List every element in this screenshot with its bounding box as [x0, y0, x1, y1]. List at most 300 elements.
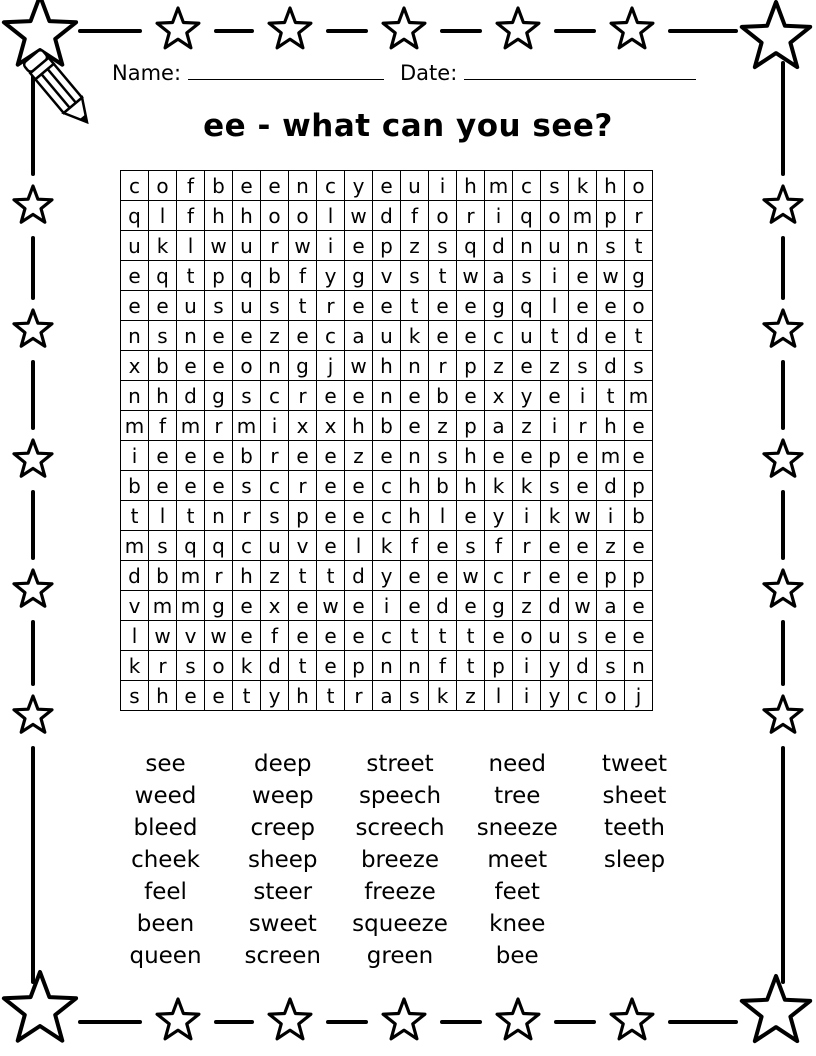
grid-cell[interactable]: l	[149, 201, 177, 231]
grid-cell[interactable]: m	[177, 591, 205, 621]
grid-cell[interactable]: k	[485, 471, 513, 501]
grid-cell[interactable]: i	[261, 411, 289, 441]
grid-cell[interactable]: e	[121, 261, 149, 291]
grid-cell[interactable]: r	[429, 351, 457, 381]
grid-cell[interactable]: t	[541, 321, 569, 351]
grid-cell[interactable]: s	[261, 501, 289, 531]
grid-cell[interactable]: f	[401, 201, 429, 231]
grid-cell[interactable]: s	[401, 681, 429, 711]
grid-cell[interactable]: s	[569, 621, 597, 651]
grid-cell[interactable]: e	[625, 591, 653, 621]
grid-cell[interactable]: a	[597, 591, 625, 621]
grid-cell[interactable]: e	[205, 351, 233, 381]
grid-cell[interactable]: g	[625, 261, 653, 291]
grid-cell[interactable]: z	[457, 681, 485, 711]
grid-cell[interactable]: r	[233, 501, 261, 531]
grid-cell[interactable]: e	[569, 291, 597, 321]
grid-cell[interactable]: s	[401, 261, 429, 291]
grid-cell[interactable]: t	[429, 621, 457, 651]
grid-cell[interactable]: w	[597, 261, 625, 291]
grid-cell[interactable]: e	[429, 291, 457, 321]
grid-cell[interactable]: e	[597, 291, 625, 321]
grid-cell[interactable]: i	[429, 171, 457, 201]
grid-cell[interactable]: e	[177, 351, 205, 381]
grid-cell[interactable]: l	[541, 291, 569, 321]
grid-cell[interactable]: h	[289, 681, 317, 711]
grid-cell[interactable]: w	[205, 621, 233, 651]
grid-cell[interactable]: e	[317, 441, 345, 471]
grid-cell[interactable]: g	[485, 591, 513, 621]
grid-cell[interactable]: r	[345, 681, 373, 711]
grid-cell[interactable]: p	[541, 441, 569, 471]
grid-cell[interactable]: p	[457, 351, 485, 381]
grid-cell[interactable]: k	[233, 651, 261, 681]
grid-cell[interactable]: d	[121, 561, 149, 591]
grid-cell[interactable]: t	[401, 291, 429, 321]
grid-cell[interactable]: k	[513, 471, 541, 501]
grid-cell[interactable]: n	[513, 231, 541, 261]
grid-cell[interactable]: d	[345, 561, 373, 591]
grid-cell[interactable]: l	[485, 681, 513, 711]
grid-cell[interactable]: e	[317, 501, 345, 531]
grid-cell[interactable]: h	[373, 351, 401, 381]
grid-cell[interactable]: f	[401, 531, 429, 561]
grid-cell[interactable]: c	[317, 321, 345, 351]
grid-cell[interactable]: n	[205, 501, 233, 531]
grid-cell[interactable]: a	[373, 681, 401, 711]
grid-cell[interactable]: m	[569, 201, 597, 231]
grid-cell[interactable]: t	[457, 651, 485, 681]
grid-cell[interactable]: g	[485, 291, 513, 321]
grid-cell[interactable]: o	[261, 201, 289, 231]
grid-cell[interactable]: e	[401, 381, 429, 411]
grid-cell[interactable]: p	[345, 651, 373, 681]
grid-cell[interactable]: m	[149, 591, 177, 621]
grid-cell[interactable]: i	[485, 201, 513, 231]
grid-cell[interactable]: r	[513, 561, 541, 591]
grid-cell[interactable]: e	[345, 231, 373, 261]
grid-cell[interactable]: e	[569, 261, 597, 291]
grid-cell[interactable]: f	[177, 201, 205, 231]
grid-cell[interactable]: q	[513, 201, 541, 231]
grid-cell[interactable]: e	[317, 531, 345, 561]
grid-cell[interactable]: u	[401, 171, 429, 201]
grid-cell[interactable]: e	[401, 561, 429, 591]
grid-cell[interactable]: c	[569, 681, 597, 711]
grid-cell[interactable]: e	[345, 291, 373, 321]
grid-cell[interactable]: q	[177, 531, 205, 561]
grid-cell[interactable]: x	[261, 591, 289, 621]
grid-cell[interactable]: e	[317, 381, 345, 411]
grid-cell[interactable]: l	[149, 501, 177, 531]
grid-cell[interactable]: q	[457, 231, 485, 261]
grid-cell[interactable]: e	[569, 471, 597, 501]
grid-cell[interactable]: b	[373, 411, 401, 441]
grid-cell[interactable]: t	[401, 621, 429, 651]
grid-cell[interactable]: c	[485, 561, 513, 591]
grid-cell[interactable]: r	[569, 411, 597, 441]
grid-cell[interactable]: d	[429, 591, 457, 621]
grid-cell[interactable]: h	[401, 471, 429, 501]
grid-cell[interactable]: m	[625, 381, 653, 411]
grid-cell[interactable]: f	[289, 261, 317, 291]
grid-cell[interactable]: e	[597, 621, 625, 651]
grid-cell[interactable]: b	[205, 171, 233, 201]
grid-cell[interactable]: b	[149, 561, 177, 591]
grid-cell[interactable]: t	[625, 321, 653, 351]
grid-cell[interactable]: e	[149, 291, 177, 321]
grid-cell[interactable]: e	[485, 441, 513, 471]
grid-cell[interactable]: o	[513, 621, 541, 651]
grid-cell[interactable]: c	[513, 171, 541, 201]
grid-cell[interactable]: k	[569, 171, 597, 201]
grid-cell[interactable]: e	[541, 531, 569, 561]
grid-cell[interactable]: z	[261, 321, 289, 351]
grid-cell[interactable]: g	[205, 591, 233, 621]
grid-cell[interactable]: e	[569, 561, 597, 591]
grid-cell[interactable]: d	[261, 651, 289, 681]
grid-cell[interactable]: z	[513, 591, 541, 621]
grid-cell[interactable]: h	[345, 411, 373, 441]
grid-cell[interactable]: c	[261, 471, 289, 501]
grid-cell[interactable]: n	[261, 351, 289, 381]
grid-cell[interactable]: e	[569, 441, 597, 471]
grid-cell[interactable]: z	[429, 411, 457, 441]
grid-cell[interactable]: p	[625, 561, 653, 591]
grid-cell[interactable]: e	[457, 381, 485, 411]
grid-cell[interactable]: b	[625, 501, 653, 531]
date-field[interactable]	[400, 60, 696, 85]
grid-cell[interactable]: t	[233, 681, 261, 711]
grid-cell[interactable]: s	[625, 351, 653, 381]
grid-cell[interactable]: v	[121, 591, 149, 621]
grid-cell[interactable]: e	[345, 501, 373, 531]
grid-cell[interactable]: m	[177, 411, 205, 441]
grid-cell[interactable]: p	[597, 201, 625, 231]
grid-cell[interactable]: b	[261, 261, 289, 291]
grid-cell[interactable]: n	[373, 651, 401, 681]
grid-cell[interactable]: e	[261, 171, 289, 201]
grid-cell[interactable]: d	[597, 351, 625, 381]
grid-cell[interactable]: e	[289, 441, 317, 471]
grid-cell[interactable]: e	[625, 621, 653, 651]
grid-cell[interactable]: u	[541, 621, 569, 651]
grid-cell[interactable]: d	[569, 651, 597, 681]
grid-cell[interactable]: u	[513, 321, 541, 351]
grid-cell[interactable]: d	[177, 381, 205, 411]
grid-cell[interactable]: x	[121, 351, 149, 381]
grid-cell[interactable]: e	[541, 561, 569, 591]
grid-cell[interactable]: y	[317, 261, 345, 291]
grid-cell[interactable]: w	[569, 501, 597, 531]
grid-cell[interactable]: r	[205, 411, 233, 441]
grid-cell[interactable]: u	[121, 231, 149, 261]
grid-cell[interactable]: e	[457, 291, 485, 321]
grid-cell[interactable]: c	[261, 381, 289, 411]
grid-cell[interactable]: e	[625, 531, 653, 561]
grid-cell[interactable]: n	[121, 381, 149, 411]
grid-cell[interactable]: a	[485, 411, 513, 441]
grid-cell[interactable]: d	[485, 231, 513, 261]
grid-cell[interactable]: h	[457, 471, 485, 501]
grid-cell[interactable]: c	[373, 501, 401, 531]
grid-cell[interactable]: t	[289, 291, 317, 321]
grid-cell[interactable]: o	[625, 171, 653, 201]
grid-cell[interactable]: s	[121, 681, 149, 711]
grid-cell[interactable]: r	[625, 201, 653, 231]
grid-cell[interactable]: i	[513, 501, 541, 531]
grid-cell[interactable]: e	[289, 591, 317, 621]
grid-cell[interactable]: u	[233, 231, 261, 261]
grid-cell[interactable]: e	[345, 591, 373, 621]
grid-cell[interactable]: t	[625, 231, 653, 261]
grid-cell[interactable]: w	[569, 591, 597, 621]
grid-cell[interactable]: f	[177, 171, 205, 201]
grid-cell[interactable]: r	[149, 651, 177, 681]
grid-cell[interactable]: e	[233, 321, 261, 351]
grid-cell[interactable]: b	[429, 471, 457, 501]
grid-cell[interactable]: i	[541, 261, 569, 291]
grid-cell[interactable]: f	[429, 651, 457, 681]
grid-cell[interactable]: n	[401, 351, 429, 381]
grid-cell[interactable]: e	[149, 471, 177, 501]
grid-cell[interactable]: y	[261, 681, 289, 711]
grid-cell[interactable]: e	[485, 621, 513, 651]
name-field[interactable]	[112, 60, 384, 85]
grid-cell[interactable]: x	[485, 381, 513, 411]
grid-cell[interactable]: i	[317, 231, 345, 261]
grid-cell[interactable]: y	[513, 381, 541, 411]
grid-cell[interactable]: z	[485, 351, 513, 381]
grid-cell[interactable]: e	[429, 561, 457, 591]
grid-cell[interactable]: e	[513, 441, 541, 471]
grid-cell[interactable]: e	[177, 681, 205, 711]
grid-cell[interactable]: h	[457, 441, 485, 471]
grid-cell[interactable]: k	[401, 321, 429, 351]
grid-cell[interactable]: p	[373, 231, 401, 261]
grid-cell[interactable]: r	[513, 531, 541, 561]
grid-cell[interactable]: n	[401, 441, 429, 471]
grid-cell[interactable]: e	[401, 591, 429, 621]
grid-cell[interactable]: h	[205, 201, 233, 231]
grid-cell[interactable]: e	[345, 471, 373, 501]
grid-cell[interactable]: i	[597, 501, 625, 531]
grid-cell[interactable]: s	[541, 171, 569, 201]
grid-cell[interactable]: k	[121, 651, 149, 681]
grid-cell[interactable]: x	[289, 411, 317, 441]
grid-cell[interactable]: o	[149, 171, 177, 201]
grid-cell[interactable]: w	[457, 261, 485, 291]
grid-cell[interactable]: e	[317, 651, 345, 681]
grid-cell[interactable]: s	[429, 441, 457, 471]
grid-cell[interactable]: s	[429, 231, 457, 261]
grid-cell[interactable]: e	[177, 471, 205, 501]
grid-cell[interactable]: n	[625, 651, 653, 681]
grid-cell[interactable]: e	[625, 411, 653, 441]
grid-cell[interactable]: e	[233, 591, 261, 621]
grid-cell[interactable]: t	[177, 261, 205, 291]
grid-cell[interactable]: q	[121, 201, 149, 231]
grid-cell[interactable]: n	[401, 651, 429, 681]
grid-cell[interactable]: o	[289, 201, 317, 231]
grid-cell[interactable]: h	[149, 681, 177, 711]
grid-cell[interactable]: s	[457, 531, 485, 561]
grid-cell[interactable]: e	[345, 621, 373, 651]
grid-cell[interactable]: r	[205, 561, 233, 591]
grid-cell[interactable]: l	[121, 621, 149, 651]
grid-cell[interactable]: e	[233, 171, 261, 201]
grid-cell[interactable]: s	[597, 651, 625, 681]
grid-cell[interactable]: y	[345, 171, 373, 201]
grid-cell[interactable]: c	[233, 531, 261, 561]
grid-cell[interactable]: h	[401, 501, 429, 531]
grid-cell[interactable]: p	[205, 261, 233, 291]
grid-cell[interactable]: c	[121, 171, 149, 201]
grid-cell[interactable]: e	[457, 591, 485, 621]
grid-cell[interactable]: q	[513, 291, 541, 321]
grid-cell[interactable]: m	[121, 531, 149, 561]
grid-cell[interactable]: e	[289, 621, 317, 651]
grid-cell[interactable]: g	[205, 381, 233, 411]
grid-cell[interactable]: m	[233, 411, 261, 441]
grid-cell[interactable]: o	[625, 291, 653, 321]
grid-cell[interactable]: i	[121, 441, 149, 471]
grid-cell[interactable]: u	[177, 291, 205, 321]
grid-cell[interactable]: e	[401, 411, 429, 441]
grid-cell[interactable]: k	[541, 501, 569, 531]
grid-cell[interactable]: z	[541, 351, 569, 381]
grid-cell[interactable]: v	[289, 531, 317, 561]
grid-cell[interactable]: e	[373, 291, 401, 321]
grid-cell[interactable]: e	[205, 441, 233, 471]
grid-cell[interactable]: i	[513, 681, 541, 711]
grid-cell[interactable]: r	[457, 201, 485, 231]
grid-cell[interactable]: t	[457, 621, 485, 651]
grid-cell[interactable]: y	[485, 501, 513, 531]
grid-cell[interactable]: n	[177, 321, 205, 351]
grid-cell[interactable]: u	[373, 321, 401, 351]
grid-cell[interactable]: z	[345, 441, 373, 471]
grid-cell[interactable]: f	[261, 621, 289, 651]
grid-cell[interactable]: t	[121, 501, 149, 531]
grid-cell[interactable]: w	[345, 351, 373, 381]
grid-cell[interactable]: l	[345, 531, 373, 561]
grid-cell[interactable]: k	[373, 531, 401, 561]
grid-cell[interactable]: z	[513, 411, 541, 441]
grid-cell[interactable]: p	[485, 651, 513, 681]
grid-cell[interactable]: y	[373, 561, 401, 591]
grid-cell[interactable]: w	[345, 201, 373, 231]
grid-cell[interactable]: m	[121, 411, 149, 441]
grid-cell[interactable]: x	[317, 411, 345, 441]
grid-cell[interactable]: b	[429, 381, 457, 411]
grid-cell[interactable]: k	[429, 681, 457, 711]
grid-cell[interactable]: s	[149, 531, 177, 561]
grid-cell[interactable]: q	[205, 531, 233, 561]
grid-cell[interactable]: i	[513, 651, 541, 681]
grid-cell[interactable]: e	[121, 291, 149, 321]
grid-cell[interactable]: c	[373, 471, 401, 501]
grid-cell[interactable]: n	[289, 171, 317, 201]
grid-cell[interactable]: m	[597, 441, 625, 471]
grid-cell[interactable]: s	[541, 471, 569, 501]
grid-cell[interactable]: t	[289, 561, 317, 591]
grid-cell[interactable]: e	[373, 441, 401, 471]
grid-cell[interactable]: z	[597, 531, 625, 561]
grid-cell[interactable]: e	[541, 381, 569, 411]
grid-cell[interactable]: u	[541, 231, 569, 261]
grid-cell[interactable]: e	[457, 321, 485, 351]
grid-cell[interactable]: c	[373, 621, 401, 651]
grid-cell[interactable]: e	[205, 681, 233, 711]
grid-cell[interactable]: o	[233, 351, 261, 381]
grid-cell[interactable]: s	[261, 291, 289, 321]
grid-cell[interactable]: d	[373, 201, 401, 231]
grid-cell[interactable]: e	[429, 531, 457, 561]
grid-cell[interactable]: a	[485, 261, 513, 291]
grid-cell[interactable]: e	[289, 321, 317, 351]
grid-cell[interactable]: t	[177, 501, 205, 531]
grid-cell[interactable]: v	[177, 621, 205, 651]
grid-cell[interactable]: o	[429, 201, 457, 231]
grid-cell[interactable]: e	[429, 321, 457, 351]
grid-cell[interactable]: t	[429, 261, 457, 291]
grid-cell[interactable]: y	[541, 681, 569, 711]
grid-cell[interactable]: e	[317, 471, 345, 501]
grid-cell[interactable]: e	[457, 501, 485, 531]
grid-cell[interactable]: f	[149, 411, 177, 441]
grid-cell[interactable]: g	[289, 351, 317, 381]
grid-cell[interactable]: e	[625, 441, 653, 471]
grid-cell[interactable]: e	[233, 621, 261, 651]
grid-cell[interactable]: d	[541, 591, 569, 621]
grid-cell[interactable]: o	[597, 681, 625, 711]
grid-cell[interactable]: h	[457, 171, 485, 201]
grid-cell[interactable]: y	[541, 651, 569, 681]
grid-cell[interactable]: g	[345, 261, 373, 291]
grid-cell[interactable]: i	[569, 381, 597, 411]
grid-cell[interactable]: e	[177, 441, 205, 471]
grid-cell[interactable]: p	[289, 501, 317, 531]
grid-cell[interactable]: s	[177, 651, 205, 681]
grid-cell[interactable]: s	[233, 471, 261, 501]
grid-cell[interactable]: s	[513, 261, 541, 291]
grid-cell[interactable]: e	[373, 171, 401, 201]
grid-cell[interactable]: u	[261, 531, 289, 561]
grid-cell[interactable]: w	[205, 231, 233, 261]
grid-cell[interactable]: h	[597, 411, 625, 441]
grid-cell[interactable]: s	[597, 231, 625, 261]
grid-cell[interactable]: s	[205, 291, 233, 321]
grid-cell[interactable]: w	[457, 561, 485, 591]
grid-cell[interactable]: q	[233, 261, 261, 291]
grid-cell[interactable]: t	[597, 381, 625, 411]
grid-cell[interactable]: i	[541, 411, 569, 441]
grid-cell[interactable]: e	[317, 621, 345, 651]
grid-cell[interactable]: b	[121, 471, 149, 501]
grid-cell[interactable]: u	[233, 291, 261, 321]
grid-cell[interactable]: i	[373, 591, 401, 621]
grid-cell[interactable]: a	[345, 321, 373, 351]
grid-cell[interactable]: l	[429, 501, 457, 531]
grid-cell[interactable]: q	[149, 261, 177, 291]
grid-cell[interactable]: p	[597, 561, 625, 591]
grid-cell[interactable]: e	[205, 471, 233, 501]
grid-cell[interactable]: w	[317, 591, 345, 621]
grid-cell[interactable]: s	[149, 321, 177, 351]
grid-cell[interactable]: s	[569, 351, 597, 381]
grid-cell[interactable]: r	[317, 291, 345, 321]
